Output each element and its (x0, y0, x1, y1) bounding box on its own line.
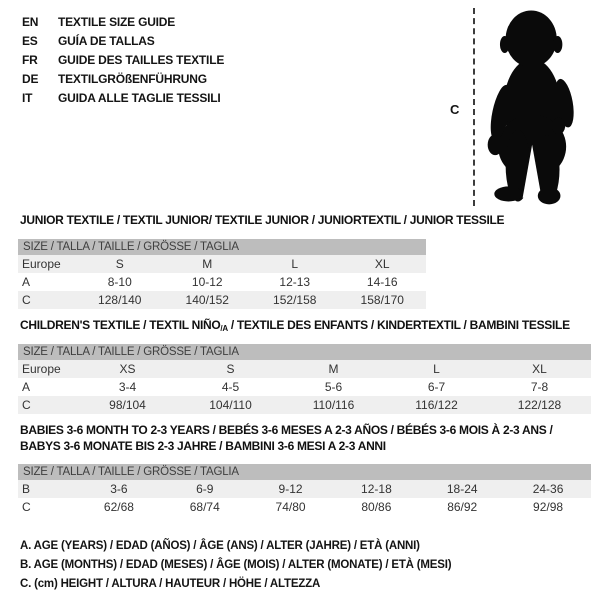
language-code: ES (22, 34, 38, 48)
height-measure-dashed-line (473, 8, 475, 206)
children-title-prefix: CHILDREN'S TEXTILE / TEXTIL NIÑO (20, 318, 221, 332)
row-label: A (22, 275, 31, 289)
table-cell: 86/92 (447, 500, 478, 514)
table-cell: 62/68 (103, 500, 134, 514)
table-header: SIZE / TALLA / TAILLE / GRÖSSE / TAGLIA (18, 344, 591, 360)
row-label: C (22, 293, 31, 307)
table-cell: 6-9 (196, 482, 214, 496)
table-header: SIZE / TALLA / TAILLE / GRÖSSE / TAGLIA (18, 239, 426, 255)
table-cell: 3-6 (110, 482, 128, 496)
language-code: DE (22, 72, 39, 86)
table-cell: 92/98 (533, 500, 564, 514)
language-row-de (22, 70, 224, 89)
table-cell: 18-24 (446, 482, 478, 496)
language-title: GUIDE DES TAILLES TEXTILE (58, 53, 225, 67)
language-row-it (22, 89, 224, 108)
table-cell: 74/80 (275, 500, 306, 514)
table-cell: M (328, 362, 339, 376)
language-code: IT (22, 91, 33, 105)
table-cell: 3-4 (118, 380, 137, 394)
table-row (18, 378, 591, 396)
table-cell: 104/110 (209, 398, 252, 412)
babies-title-line2: BABYS 3-6 MONATE BIS 2-3 JAHRE / BAMBINI 3-6 MESI A 2-3 ANNI (20, 439, 386, 453)
row-label: A (22, 380, 31, 394)
children-title-suffix: / TEXTILE DES ENFANTS / KINDERTEXTIL / BAMBINI TESSILE (227, 318, 570, 332)
junior-size-table (18, 239, 426, 309)
table-cell: 158/170 (360, 293, 404, 307)
table-cell: L (433, 362, 440, 376)
row-label: Europe (22, 362, 61, 376)
table-cell: 116/122 (415, 398, 458, 412)
babies-size-table (18, 464, 591, 516)
table-row (18, 360, 591, 378)
baby-silhouette-icon (482, 6, 586, 206)
legend-line-a: A. AGE (YEARS) / EDAD (AÑOS) / ÂGE (ANS) / ALTER (JAHRE) / ETÀ (ANNI) (20, 540, 420, 552)
babies-title-line1: BABIES 3-6 MONTH TO 2-3 YEARS / BEBÉS 3-6 MESES A 2-3 AÑOS / BÉBÉS 3-6 MOIS À 2-3 ANS / (20, 423, 553, 437)
table-cell: 8-10 (107, 275, 132, 289)
table-cell: 110/116 (312, 398, 355, 412)
row-label: C (22, 500, 31, 514)
table-row (18, 498, 591, 516)
language-row-en (22, 13, 224, 32)
table-header: SIZE / TALLA / TAILLE / GRÖSSE / TAGLIA (18, 464, 591, 480)
table-cell: 10-12 (191, 275, 223, 289)
table-cell: 14-16 (366, 275, 398, 289)
table-cell: 24-36 (532, 482, 564, 496)
table-cell: 152/158 (273, 293, 317, 307)
table-cell: 5-6 (324, 380, 343, 394)
table-cell: M (202, 257, 213, 271)
language-title-list (22, 13, 224, 108)
table-cell: L (291, 257, 299, 271)
table-cell: 68/74 (189, 500, 220, 514)
table-cell: XS (119, 362, 136, 376)
children-size-table (18, 344, 591, 414)
table-cell: 12-18 (361, 482, 392, 496)
table-row (18, 396, 591, 414)
row-label: B (22, 482, 31, 496)
table-cell: S (115, 257, 124, 271)
measurement-legend (20, 537, 451, 594)
row-label: Europe (22, 257, 61, 271)
height-measure-label: C (450, 102, 460, 117)
legend-line-c: C. (cm) HEIGHT / ALTURA / HAUTEUR / HÖHE / ALTEZZA (20, 578, 321, 590)
babies-section-title (20, 422, 552, 454)
table-cell: 128/140 (98, 293, 142, 307)
table-cell: 9-12 (278, 482, 303, 496)
table-cell: 4-5 (221, 380, 240, 394)
table-cell: 6-7 (427, 380, 446, 394)
table-cell: 98/104 (109, 398, 146, 412)
language-code: FR (22, 53, 38, 67)
table-cell: 140/152 (185, 293, 229, 307)
language-row-es (22, 32, 224, 51)
table-row (18, 480, 591, 498)
table-cell: XL (532, 362, 547, 376)
table-cell: 12-13 (279, 275, 311, 289)
table-row (18, 273, 426, 291)
language-title: TEXTILGRÖßENFÜHRUNG (58, 72, 207, 86)
table-cell: XL (374, 257, 390, 271)
language-code: EN (22, 15, 39, 29)
row-label: C (22, 398, 31, 412)
table-cell: 122/128 (517, 398, 562, 412)
children-section-title (20, 318, 570, 333)
table-cell: 80/86 (361, 500, 392, 514)
junior-section-title: JUNIOR TEXTILE / TEXTIL JUNIOR/ TEXTILE JUNIOR / JUNIORTEXTIL / JUNIOR TESSILE (20, 213, 505, 227)
table-cell: 7-8 (530, 380, 549, 394)
language-title: GUÍA DE TALLAS (58, 34, 155, 48)
language-title: GUIDA ALLE TAGLIE TESSILI (58, 91, 221, 105)
language-title: TEXTILE SIZE GUIDE (58, 15, 176, 29)
language-row-fr (22, 51, 224, 70)
children-title-subscript: /A (220, 324, 228, 333)
table-row (18, 291, 426, 309)
table-row (18, 255, 426, 273)
table-cell: S (226, 362, 235, 376)
legend-line-b: B. AGE (MONTHS) / EDAD (MESES) / ÂGE (MOIS) / ALTER (MONATE) / ETÀ (MESI) (20, 559, 452, 571)
